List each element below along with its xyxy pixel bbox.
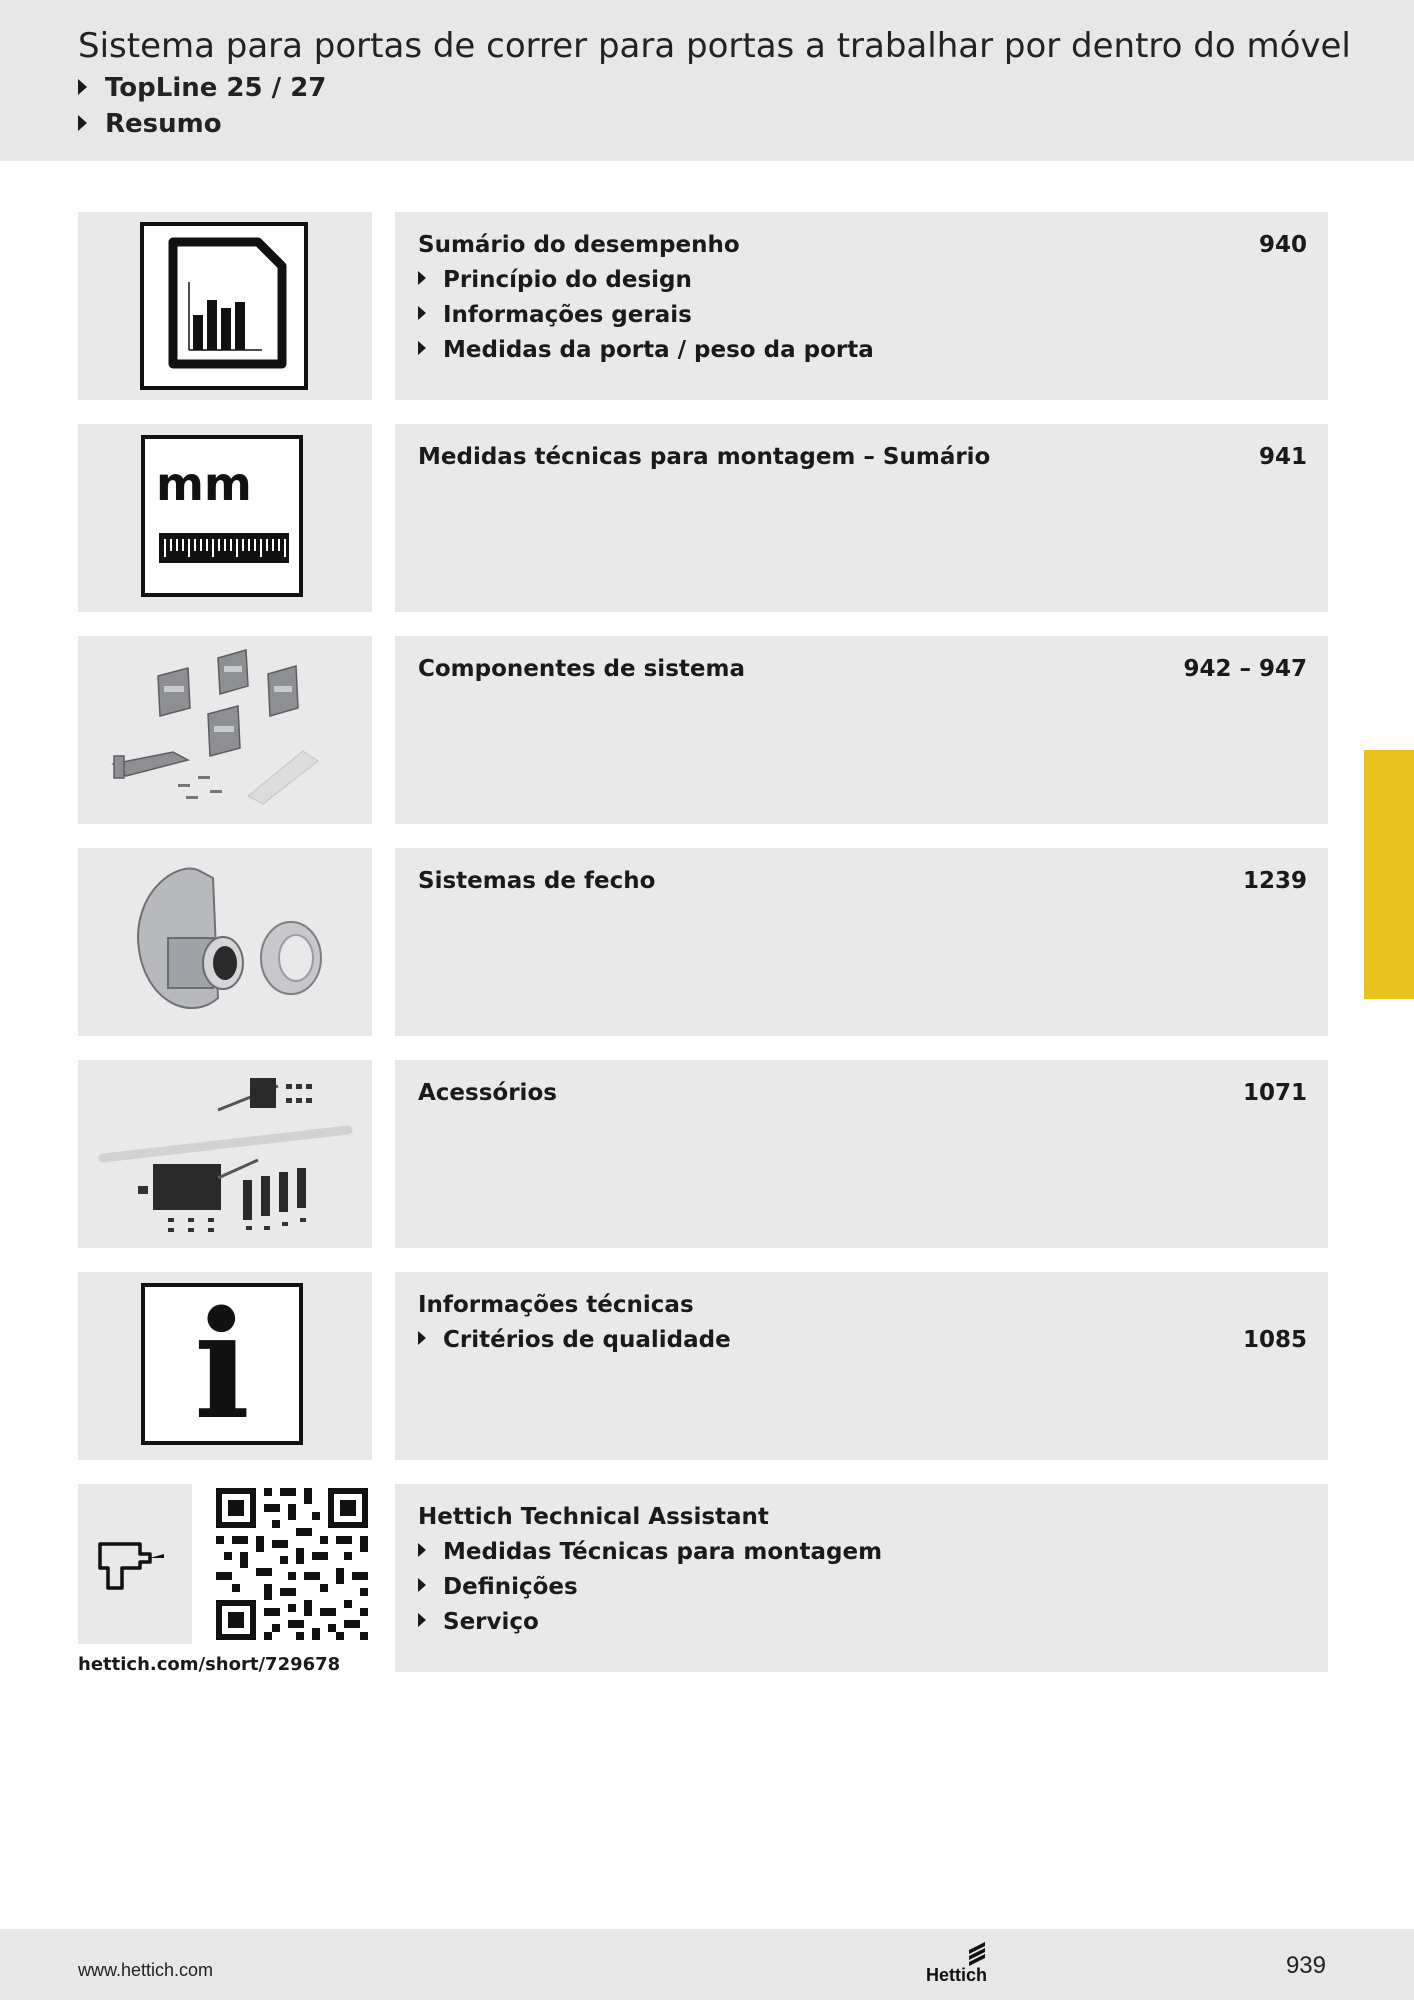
row-icon-box	[78, 424, 372, 612]
page-ref: 941	[1258, 443, 1307, 470]
page-ref: 940	[1258, 231, 1307, 258]
toc-entry[interactable]: Sumário do desempenho 940	[418, 231, 1307, 258]
drill-icon-box	[78, 1484, 192, 1644]
toc-subentry[interactable]: Informações gerais	[418, 297, 1307, 332]
row-icon-box	[78, 212, 372, 400]
row-icon-box	[78, 1060, 372, 1248]
svg-text:Hettich: Hettich	[926, 1965, 988, 1984]
triangle-right-icon	[418, 341, 426, 355]
toc-row-accessories	[78, 1060, 1328, 1248]
row-content	[395, 424, 1328, 612]
toc-entry[interactable]: Medidas técnicas para montagem – Sumário 941	[418, 443, 1307, 470]
toc-entry[interactable]: Acessórios 1071	[418, 1079, 1307, 1106]
toc-entry[interactable]: Componentes de sistema 942 – 947	[418, 655, 1307, 682]
row-content	[395, 1484, 1328, 1672]
toc-subentry[interactable]: Critérios de qualidade 1085	[418, 1322, 1307, 1357]
row-icon-box	[78, 848, 372, 1036]
row-content	[395, 1060, 1328, 1248]
triangle-right-icon	[78, 115, 87, 131]
website-link[interactable]: www.hettich.com	[78, 1960, 214, 1980]
row-content	[395, 212, 1328, 400]
toc-row-technical-info	[78, 1272, 1328, 1460]
row-content	[395, 636, 1328, 824]
chapter-tab[interactable]	[1364, 750, 1414, 999]
triangle-right-icon	[418, 1578, 426, 1592]
triangle-right-icon	[418, 1613, 426, 1627]
toc-row-components	[78, 636, 1328, 824]
page-header	[0, 0, 1414, 161]
toc-entry[interactable]: Sistemas de fecho 1239	[418, 867, 1307, 894]
page-ref: 1071	[1242, 1079, 1307, 1106]
toc-entry[interactable]: Informações técnicas	[418, 1291, 694, 1318]
toc-row-measurements	[78, 424, 1328, 612]
toc-entry[interactable]: Hettich Technical Assistant	[418, 1503, 769, 1530]
accessories-photo	[78, 1060, 372, 1248]
row-content	[395, 1272, 1328, 1460]
toc-row-locks	[78, 848, 1328, 1036]
qr-link[interactable]: hettich.com/short/729678	[78, 1654, 341, 1675]
info-icon	[141, 1278, 303, 1452]
toc-subentry[interactable]: Serviço	[418, 1604, 1307, 1639]
info-letter: i	[193, 1278, 251, 1452]
toc-subentry[interactable]: Medidas Técnicas para montagem	[418, 1534, 1307, 1569]
breadcrumb-product[interactable]: TopLine 25 / 27	[78, 73, 326, 103]
page-number: 939	[1285, 1952, 1326, 1979]
mm-label: mm	[156, 457, 252, 511]
triangle-right-icon	[418, 1331, 426, 1345]
system-components-photo	[78, 636, 372, 824]
drill-icon	[78, 1484, 192, 1644]
triangle-right-icon	[78, 79, 87, 95]
toc-subentry[interactable]: Medidas da porta / peso da porta	[418, 332, 1307, 367]
triangle-right-icon	[418, 1543, 426, 1557]
row-icon-box	[78, 636, 372, 824]
toc-subentry[interactable]: Princípio do design	[418, 262, 1307, 297]
page-ref: 1239	[1242, 867, 1307, 894]
mm-ruler-icon	[141, 435, 303, 597]
toc-row-technical-assistant	[78, 1484, 1328, 1672]
page-ref: 942 – 947	[1183, 655, 1307, 682]
toc-subentry[interactable]: Definições	[418, 1569, 1307, 1604]
toc-row-performance	[78, 212, 1328, 400]
page-title: Sistema para portas de correr para portas a trabalhar por dentro do móvel	[78, 26, 1351, 66]
hettich-logo	[925, 1940, 997, 1984]
qr-code[interactable]	[212, 1484, 372, 1644]
triangle-right-icon	[418, 271, 426, 285]
row-icon-box	[78, 1272, 372, 1460]
performance-chart-document-icon	[78, 212, 372, 400]
row-content	[395, 848, 1328, 1036]
lock-system-photo	[78, 848, 372, 1036]
ruler-icon	[159, 533, 289, 563]
triangle-right-icon	[418, 306, 426, 320]
page-ref: 1085	[1242, 1326, 1307, 1353]
breadcrumb-section[interactable]: Resumo	[78, 109, 222, 139]
